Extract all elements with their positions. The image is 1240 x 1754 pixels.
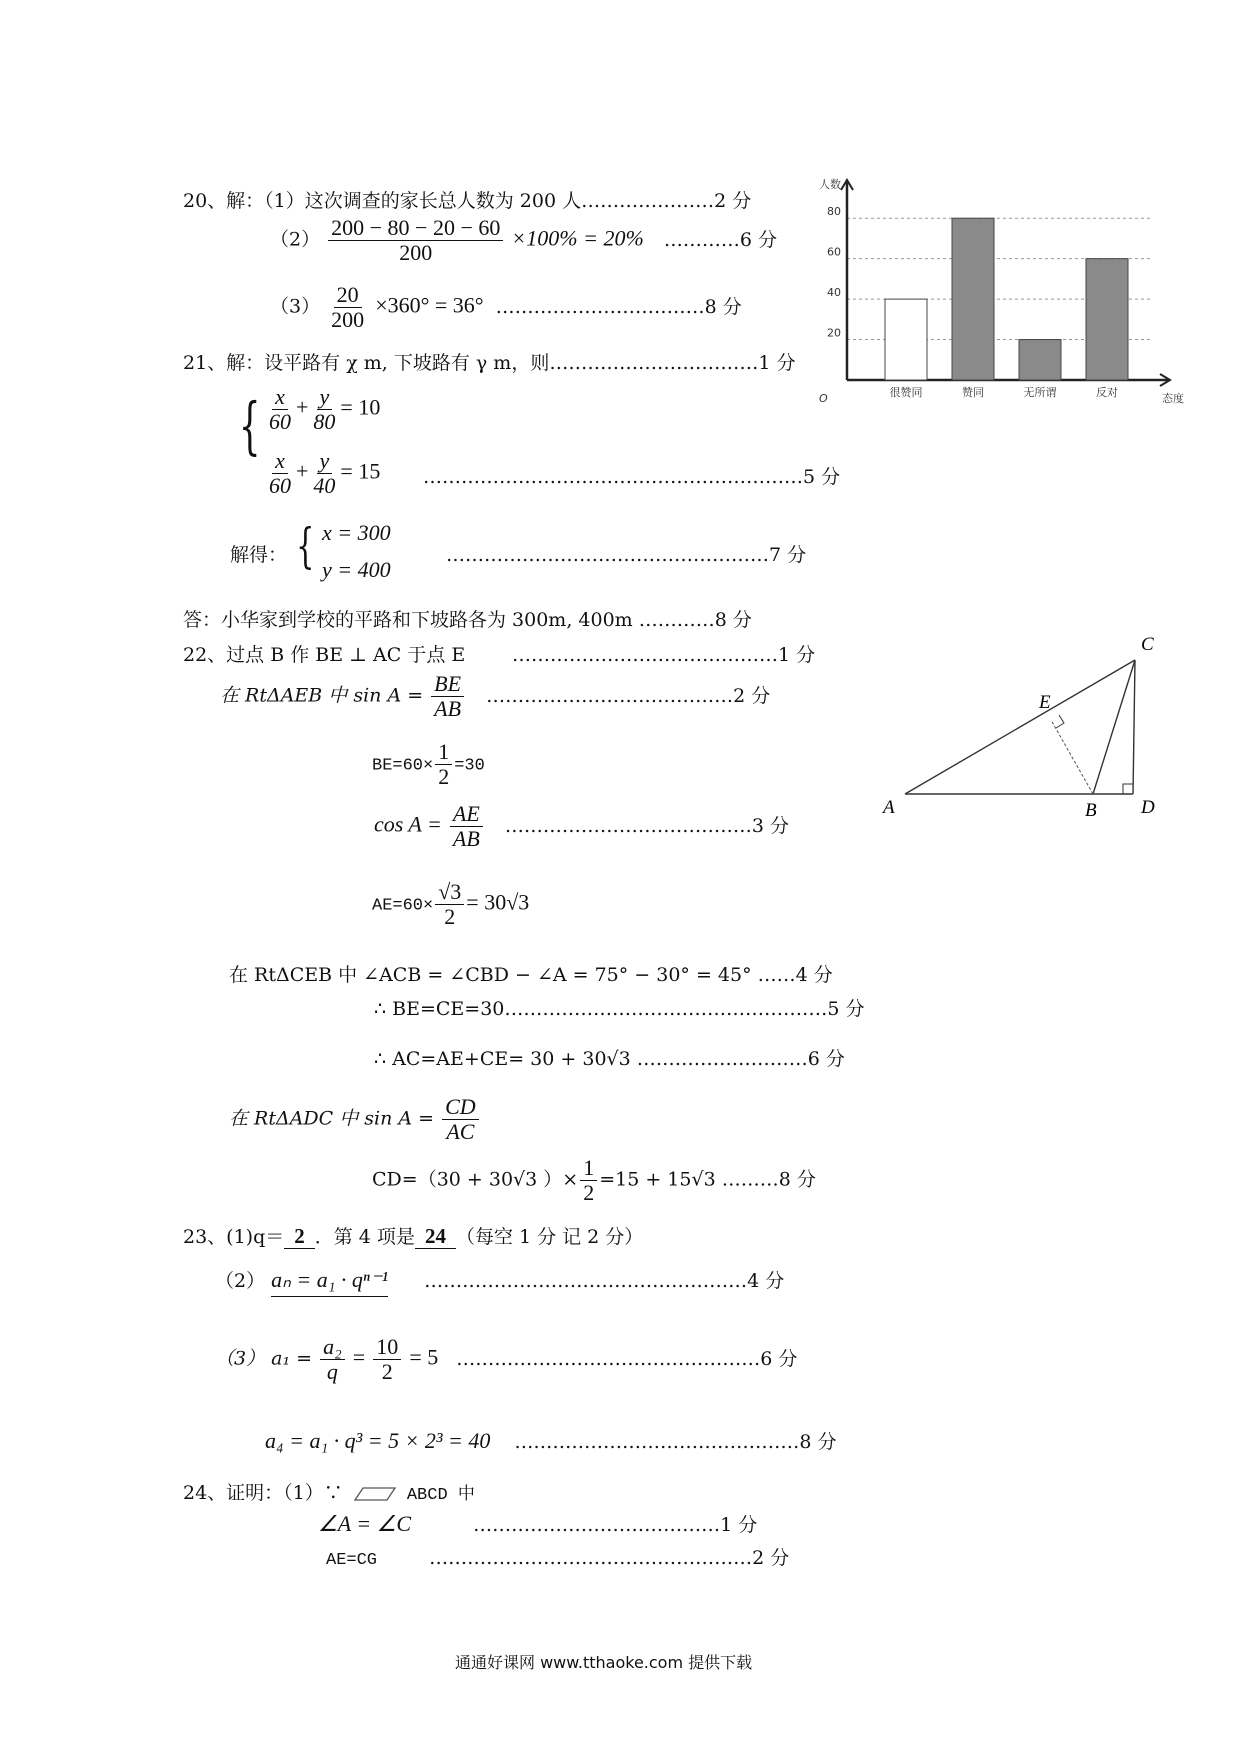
q22-cos-num: AE: [450, 802, 483, 827]
xtick-2: 赞同: [962, 386, 984, 399]
q24-score1: …………………………………1 分: [473, 1514, 758, 1536]
parallelogram-icon: [353, 1486, 397, 1502]
q22-sqrt-den: 2: [444, 904, 456, 930]
q22-sin-frac: [431, 672, 464, 721]
q23-line1: [183, 1222, 643, 1249]
perpendicular-BE: [1051, 720, 1093, 794]
q22-line1: 22、过点 B 作 BE ⊥ AC 于点 E: [183, 644, 466, 666]
eq2-y-den: 40: [313, 473, 336, 499]
q23-score4: ……………………………………………4 分: [424, 1270, 785, 1292]
q22-line2: [220, 672, 770, 721]
attitude-bar-chart: [815, 170, 1185, 415]
q24-score2: ……………………………………………2 分: [429, 1547, 790, 1569]
q24-angle-eq: ∠A = ∠C: [318, 1511, 412, 1536]
q23-q-label: 23、(1)q＝: [183, 1226, 285, 1248]
q24-AE-CG: AE=CG: [326, 1551, 378, 1570]
q22-score2: …………………………………2 分: [486, 684, 771, 707]
eq1-x-frac: [266, 385, 294, 434]
q22-sin-den: AB: [434, 696, 462, 722]
q22-sqrt-frac: [435, 880, 464, 929]
side-CD: [1133, 660, 1135, 794]
q21-sol-y: y = 400: [322, 557, 391, 582]
q23-a1-label: （3） a₁ =: [215, 1347, 313, 1370]
q24-line2: [318, 1510, 757, 1537]
eq2-y-num: y: [317, 449, 333, 474]
page-footer: 通通好课网 www.tthaoke.com 提供下载: [455, 1653, 753, 1672]
q22-line4: [374, 802, 789, 851]
bar-4: [1086, 259, 1128, 380]
q22-line3: [372, 740, 485, 789]
q20-line3: [270, 283, 742, 332]
bar-1: [885, 299, 927, 380]
xtick-1: 很赞同: [889, 386, 923, 399]
q23-10-2-frac: [373, 1335, 401, 1384]
q21-eq2: $\frac{x}{60}$ + $\frac{y}{40}$ = 15: [264, 449, 380, 498]
q23-equals: =: [352, 1344, 366, 1370]
ytick-40: 40: [827, 286, 841, 300]
q23-line3: [215, 1335, 797, 1384]
q22-line6: 在 RtΔCEB 中 ∠ACB = ∠CBD − ∠A = 75° − 30° = 45° ……4 分: [229, 964, 833, 986]
q20-degree: ×360° = 36°: [375, 292, 484, 318]
q22-cosA-label: cos A =: [374, 811, 442, 837]
eq2-rhs: = 15: [340, 458, 381, 484]
eq2-y-frac: [310, 449, 338, 498]
q22-CD-num: CD: [442, 1095, 479, 1120]
q21-eq1: $\frac{x}{60}$ + $\frac{y}{80}$ = 10: [264, 385, 380, 434]
q20-part3-label: （3）: [270, 295, 321, 318]
q21-sol-x: x = 300: [322, 520, 391, 545]
eq2-x-den: 60: [269, 473, 291, 499]
xtick-4: 反对: [1096, 386, 1118, 399]
q22-line7: ∴ BE=CE=30……………………………………………5 分: [374, 998, 865, 1020]
eq2-x-num: x: [272, 449, 288, 474]
q22-CD-half-den: 2: [583, 1180, 595, 1206]
system-brace: {: [238, 389, 261, 462]
q21-eq-score: ……………………………………………………5 分: [423, 466, 841, 488]
q22-half-frac: [435, 740, 452, 789]
eq1-rhs: = 10: [340, 394, 381, 420]
q23-q-den: q: [326, 1359, 338, 1385]
q23-a1-value: = 5: [409, 1344, 439, 1370]
q23-term4-value: 24: [415, 1224, 456, 1249]
q23-score6: …………………………………………6 分: [456, 1347, 798, 1370]
q24-line1: [183, 1478, 475, 1505]
q24-proof-label: 24、证明：（1）∵: [183, 1482, 343, 1504]
q22-line10: [372, 1156, 816, 1205]
q23-part2-label: （2）: [215, 1270, 266, 1292]
label-A: A: [883, 797, 895, 818]
q22-CD-den: AC: [446, 1119, 475, 1145]
right-angle-D: [1123, 784, 1133, 794]
q22-ADC-label: 在 RtΔADC 中 sin A =: [229, 1107, 435, 1130]
label-E: E: [1039, 692, 1051, 713]
q24-line3: [326, 1543, 789, 1570]
q23-a2-num: a₂: [320, 1335, 345, 1360]
q20-score2: …………6 分: [663, 228, 777, 251]
q23-2-den: 2: [381, 1359, 393, 1385]
q20-fraction: [328, 216, 503, 265]
q20-part2-label: （2）: [270, 228, 321, 251]
ytick-60: 60: [827, 245, 841, 259]
ytick-80: 80: [827, 205, 841, 219]
q22-CD-half-num: 1: [580, 1156, 597, 1181]
eq1-y-num: y: [317, 385, 333, 410]
q22-cos-frac: [450, 802, 483, 851]
q23-a2q-frac: [320, 1335, 345, 1384]
q22-line8: ∴ AC=AE+CE= 30 + 30√3 ………………………6 分: [374, 1048, 845, 1070]
q20-frac3-num: 20: [334, 283, 362, 308]
q23-term4-label: ．第 4 项是: [314, 1226, 415, 1248]
eq1-y-frac: [310, 385, 338, 434]
q20-score3: ……………………………8 分: [495, 295, 742, 318]
q23-line4: [265, 1427, 837, 1454]
q20-line1: 20、解：（1）这次调查的家长总人数为 200 人…………………2 分: [183, 190, 752, 212]
q22-score1: ……………………………………1 分: [512, 644, 816, 666]
q20-frac3-den: 200: [331, 307, 365, 333]
origin-label: O: [819, 392, 828, 405]
q22-score3: …………………………………3 分: [504, 814, 789, 837]
q22-line5: [372, 880, 529, 929]
q21-line1: 21、解：设平路有 χ m, 下坡路有 γ m，则……………………………1 分: [183, 352, 796, 374]
q22-line9: [229, 1095, 481, 1144]
bar-2: [952, 218, 994, 380]
q20-frac-den: 200: [399, 240, 433, 266]
q22-AE-value: = 30√3: [466, 889, 530, 915]
q22-sinA-label: 在 RtΔAEB 中 sin A =: [220, 684, 424, 707]
q22-CD-half: [580, 1156, 597, 1205]
q22-CD-calc: CD=（30 + 30√3 ）×: [372, 1168, 579, 1191]
q22-AE-calc: AE=60×: [372, 896, 434, 916]
eq1-x-den: 60: [269, 409, 291, 435]
xtick-3: 无所谓: [1023, 386, 1057, 399]
q20-percent: ×100% = 20%: [511, 225, 644, 251]
eq1-y-den: 80: [313, 409, 336, 435]
q21-sol-score: ……………………………………………7 分: [446, 544, 807, 566]
label-C: C: [1141, 634, 1154, 655]
q23-general-term: aₙ = a₁ · qⁿ⁻¹: [271, 1267, 388, 1297]
q22-CD-value: =15 + 15√3 ………8 分: [599, 1168, 816, 1191]
q22-sqrt-num: √3: [435, 880, 464, 905]
eq2-x-frac: [266, 449, 294, 498]
right-angle-E: [1056, 715, 1064, 728]
q21-answer: 答：小华家到学校的平路和下坡路各为 300m, 400m …………8 分: [183, 609, 752, 631]
triangle-diagram: [865, 620, 1185, 830]
q20-fraction3: [328, 283, 367, 332]
q22-CD-frac: [442, 1095, 479, 1144]
q22-BE-value: =30: [454, 756, 485, 776]
q24-ABCD: ABCD 中: [406, 1486, 475, 1505]
q23-10-num: 10: [373, 1335, 401, 1360]
q23-a4-calc: a₄ = a₁ · q³ = 5 × 2³ = 40: [265, 1428, 491, 1453]
q22-cos-den: AB: [452, 826, 480, 852]
q23-note: （每空 1 分 记 2 分）: [455, 1226, 644, 1248]
bar-3: [1019, 340, 1061, 380]
eq1-x-num: x: [272, 385, 288, 410]
q22-half-num: 1: [435, 740, 452, 765]
ytick-20: 20: [827, 326, 841, 340]
q20-line2: [270, 216, 777, 265]
label-D: D: [1141, 797, 1155, 818]
label-B: B: [1085, 800, 1097, 821]
solution-brace: {: [296, 518, 315, 574]
q20-frac-num: 200 − 80 − 20 − 60: [328, 216, 503, 241]
q22-BE-calc: BE=60×: [372, 756, 434, 776]
q23-q-value: 2: [284, 1224, 315, 1249]
q23-score8: ………………………………………8 分: [514, 1431, 837, 1453]
q22-sin-num: BE: [431, 672, 464, 697]
y-axis-label: 人数: [819, 178, 841, 191]
q23-line2: [215, 1266, 784, 1293]
q21-solution-label: 解得：: [230, 544, 288, 566]
x-axis-label: 态度: [1162, 392, 1184, 405]
q22-half-den: 2: [438, 764, 450, 790]
side-AC: [905, 660, 1135, 794]
